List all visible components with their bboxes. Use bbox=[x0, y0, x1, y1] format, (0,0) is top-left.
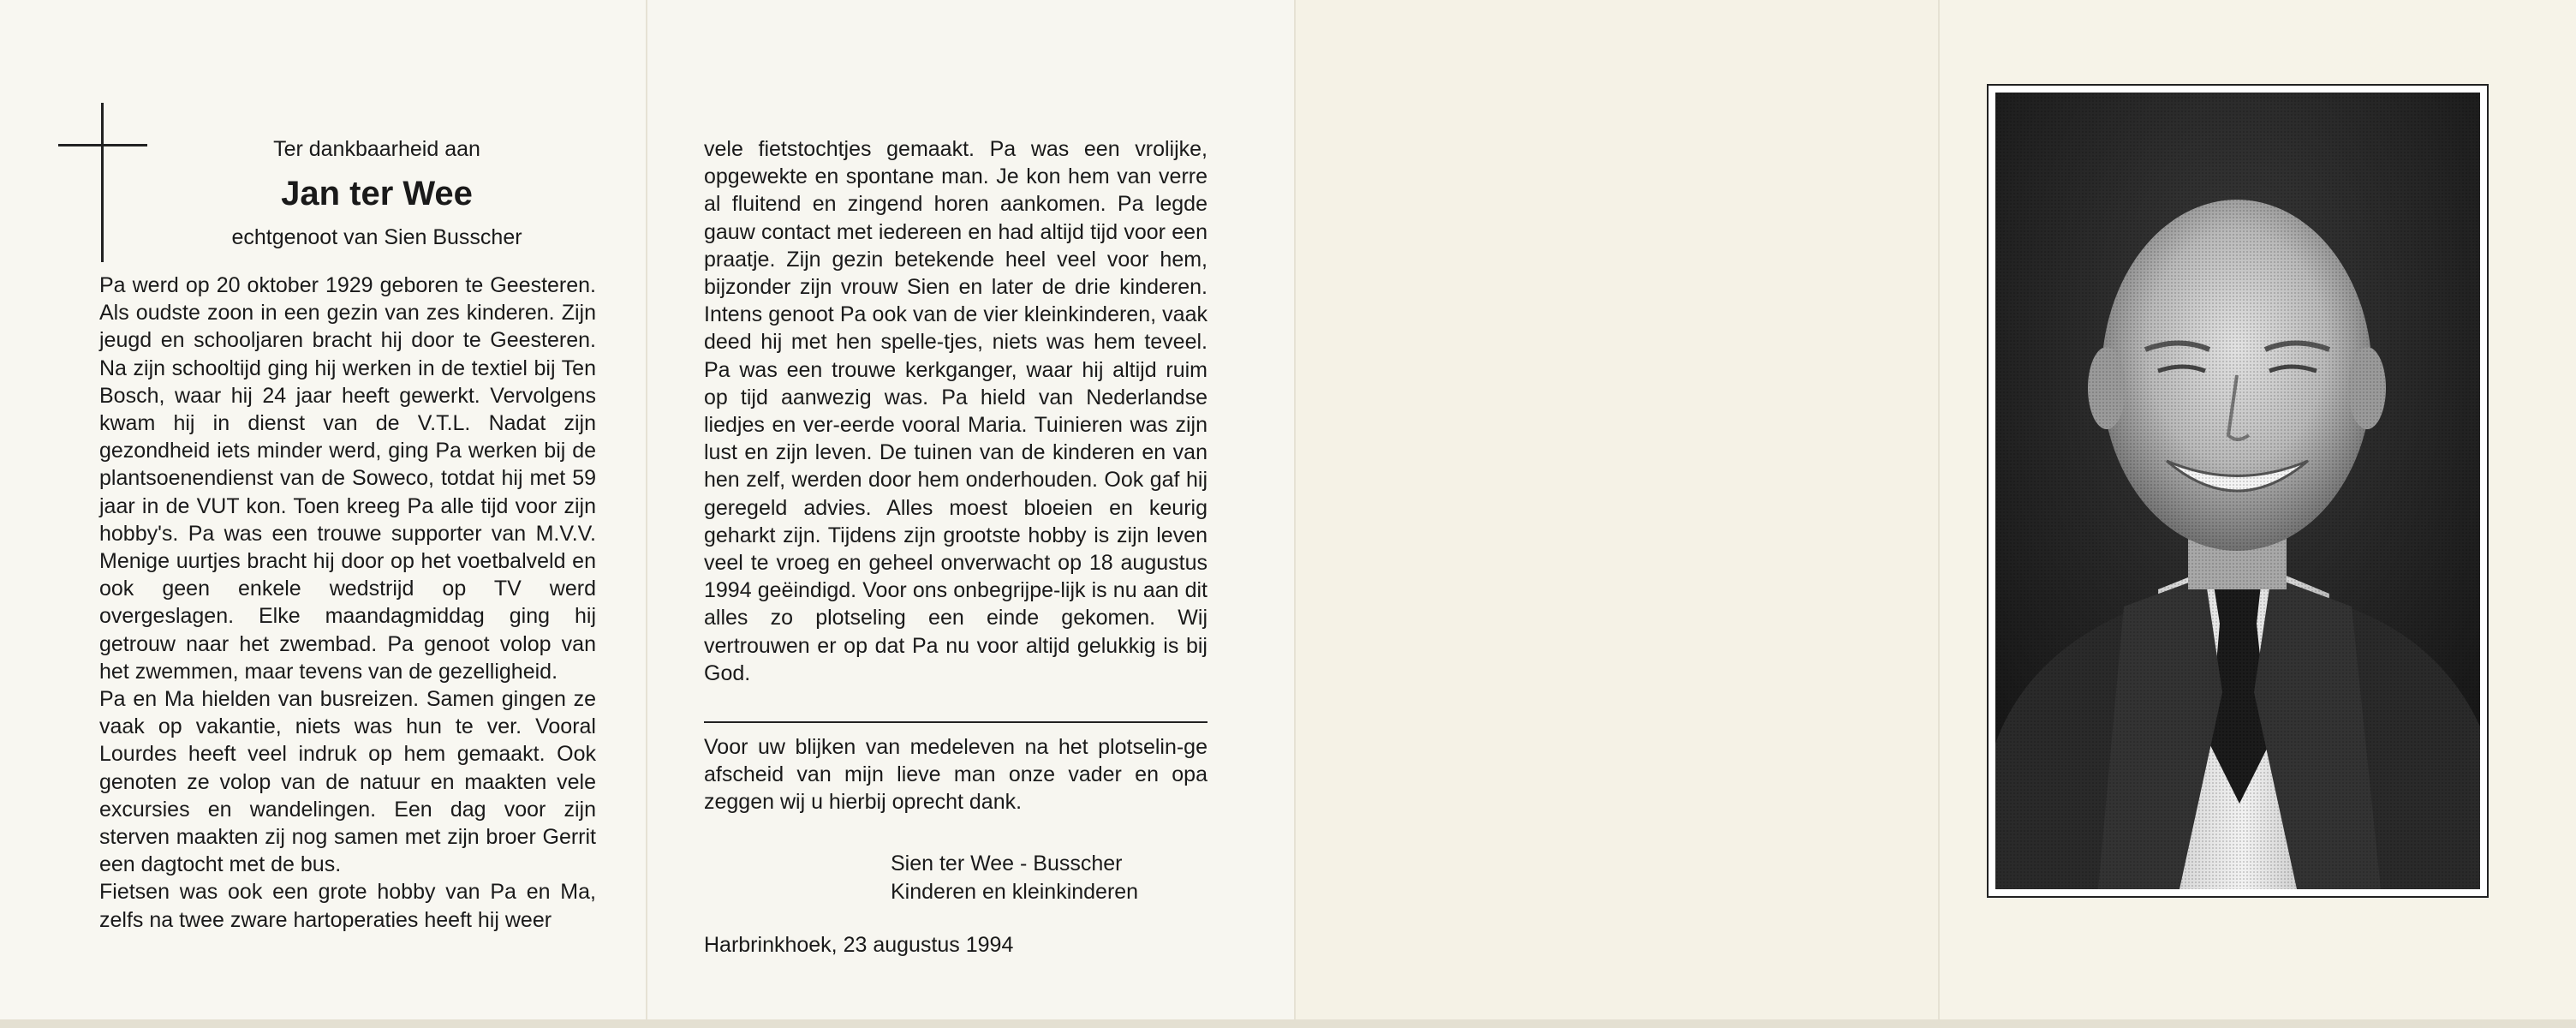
thanks-text: Voor uw blijken van medeleven na het plotselin-ge afscheid van mijn lieve man onze vader en opa zeggen wij u hierbij oprecht dank. bbox=[704, 735, 1208, 815]
deceased-name: Jan ter Wee bbox=[281, 175, 473, 212]
signature-family: Kinderen en kleinkinderen bbox=[891, 880, 1139, 904]
signature-name: Sien ter Wee - Busscher bbox=[891, 852, 1123, 876]
biography-paragraph: vele fietstochtjes gemaakt. Pa was een vrolijke, opgewekte en spontane man. Je kon hem van verre al fluitend en zingend horen aankomen. Pa legde gauw contact met iedereen en had altijd tijd voor een praatje. Zijn gezin betekende heel veel voor hem, bijzonder zijn vrouw Sien en later de drie kinderen. Intens genoot Pa ook van de vier kleinkinderen, vaak deed hij met hen spelle-tjes, niets was hem teveel. Pa was een trouwe kerkganger, waar hij altijd ruim op tijd aanwezig was. Pa hield van Nederlandse liedjes en ver-eerde vooral Maria. Tuinieren was zijn lust en zijn leven. De tuinen van de kinderen en van hen zelf, werden door hem onderhouden. Ook gaf hij geregeld advies. Alles moest bloeien en keurig geharkt zijn. Tijdens zijn grootste hobby is zijn leven veel te vroeg en geheel onverwacht op 18 augustus 1994 geëindigd. Voor ons onbegrijpe-lijk is nu aan dit alles zo plotseling een einde gekomen. Wij vertrouwen er op dat Pa nu voor altijd gelukkig is bij God. bbox=[704, 137, 1208, 685]
biography-paragraph: Pa werd op 20 oktober 1929 geboren te Geesteren. Als oudste zoon in een gezin van zes kinderen. Zijn jeugd en schooljaren bracht hij door te Geesteren. Na zijn schooltijd ging hij werken in de textiel bij Ten Bosch, waar hij 24 jaar heeft gewerkt. Vervolgens kwam hij in dienst van de V.T.L. Nadat zijn gezondheid iets minder werd, ging Pa werken bij de plantsoenendienst van de Soweco, totdat hij met 59 jaar in de VUT kon. Toen kreeg Pa alle tijd voor zijn hobby's. Pa was een trouwe supporter van M.V.V. Menige uurtjes bracht hij door op het voetbalveld en ook geen enkele wedstrijd op TV werd overgeslagen. Elke maandagmiddag ging hij getrouw naar het zwembad. Pa genoot volop van het zwemmen, maar tevens van de gezelligheid. bbox=[99, 273, 596, 684]
biography-column-1 bbox=[99, 272, 596, 934]
spouse-line: echtgenoot van Sien Busscher bbox=[231, 225, 522, 249]
biography-column-2 bbox=[704, 135, 1208, 687]
card-bottom-edge bbox=[0, 1019, 2576, 1028]
dedication-line: Ter dankbaarheid aan bbox=[273, 137, 480, 161]
biography-paragraph: Fietsen was ook een grote hobby van Pa en Ma, zelfs na twee zware hartoperaties heeft hij weer bbox=[99, 880, 596, 932]
portrait-photo bbox=[1995, 93, 2480, 889]
fold-line bbox=[646, 0, 647, 1028]
divider bbox=[704, 721, 1208, 723]
biography-paragraph: Pa en Ma hielden van busreizen. Samen gingen ze vaak op vakantie, niets was hun te ver. Vooral Lourdes heeft veel indruk op hem gemaakt. Ook genoten ze volop van de natuur en maakten vele excursies en wandelingen. Een dag voor zijn sterven maakten zij nog samen met zijn broer Gerrit een dagtocht met de bus. bbox=[99, 687, 596, 877]
place-date: Harbrinkhoek, 23 augustus 1994 bbox=[704, 933, 1014, 957]
card-panel-blank bbox=[1295, 0, 1939, 1028]
fold-line bbox=[1938, 0, 1940, 1028]
fold-line bbox=[1294, 0, 1296, 1028]
